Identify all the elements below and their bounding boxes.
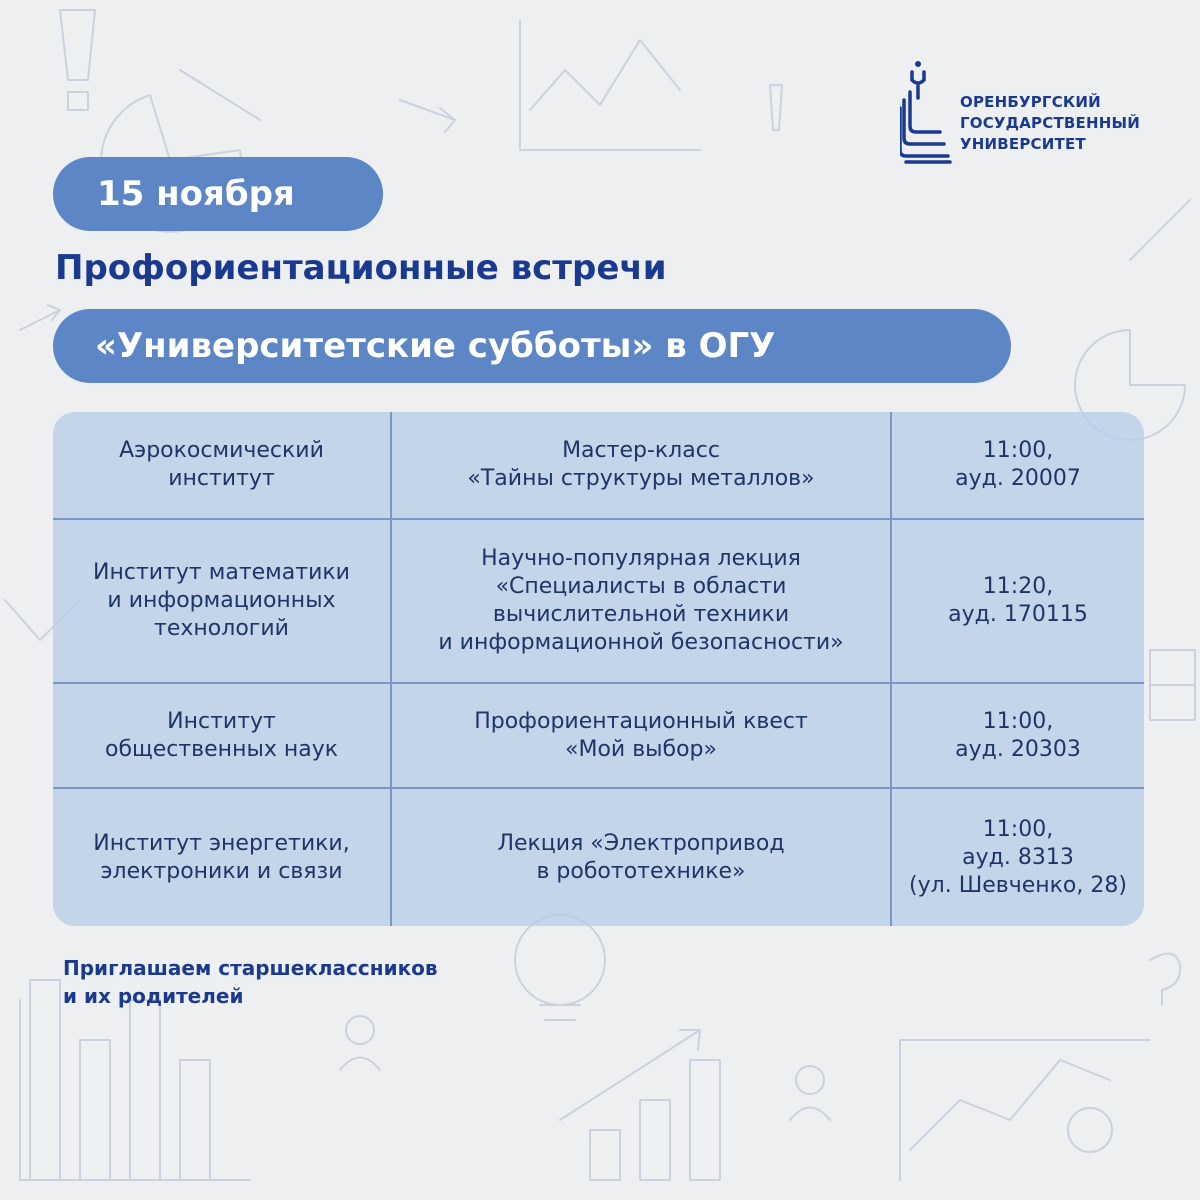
time-line: ауд. 170115 xyxy=(948,602,1088,627)
event-line: Научно-популярная лекция xyxy=(481,546,801,571)
time-line: 11:00, xyxy=(982,438,1054,463)
institute-cell xyxy=(53,789,390,926)
university-emblem-icon xyxy=(900,58,952,166)
time-line: ауд. 8313 xyxy=(962,844,1074,870)
event-cell xyxy=(390,789,890,926)
institute-line: и информационных xyxy=(107,588,336,613)
table-row xyxy=(53,789,1144,926)
institute-line: технологий xyxy=(154,616,289,641)
invitation-text xyxy=(63,954,438,1010)
page-subtitle: «Университетские субботы» в ОГУ xyxy=(53,309,1011,383)
university-name xyxy=(960,92,1170,155)
table-row xyxy=(53,684,1144,789)
time-cell xyxy=(890,684,1144,787)
event-line: Профориентационный квест xyxy=(474,708,808,734)
time-line: (ул. Шевченко, 28) xyxy=(909,872,1127,898)
institute-cell xyxy=(53,520,390,682)
event-line: и информационной безопасности» xyxy=(438,630,844,655)
university-name-line: ГОСУДАРСТВЕННЫЙ xyxy=(960,114,1140,132)
time-cell xyxy=(890,412,1144,518)
time-cell xyxy=(890,520,1144,682)
event-cell xyxy=(390,684,890,787)
time-line: 11:20, xyxy=(982,574,1054,599)
institute-line: общественных наук xyxy=(104,736,339,762)
invitation-line: Приглашаем старшеклассников xyxy=(63,956,438,980)
event-line: «Тайны структуры металлов» xyxy=(467,466,815,491)
university-logo xyxy=(900,58,1170,168)
event-line: «Специалисты в области xyxy=(495,574,787,599)
page-title: Профориентационные встречи xyxy=(55,248,667,288)
event-cell xyxy=(390,520,890,682)
event-line: Мастер-класс xyxy=(562,438,720,463)
institute-cell xyxy=(53,684,390,787)
event-line: в робототехнике» xyxy=(536,858,746,884)
institute-line: Институт xyxy=(167,708,276,734)
table-row xyxy=(53,412,1144,520)
time-line: ауд. 20007 xyxy=(955,466,1081,491)
time-cell xyxy=(890,789,1144,926)
institute-line: Аэрокосмический xyxy=(119,438,324,463)
institute-line: электроники и связи xyxy=(100,858,343,884)
university-name-line: ОРЕНБУРГСКИЙ xyxy=(960,93,1101,111)
institute-cell xyxy=(53,412,390,518)
university-name-line: УНИВЕРСИТЕТ xyxy=(960,135,1086,153)
event-line: «Мой выбор» xyxy=(565,736,717,762)
institute-line: Институт математики xyxy=(93,560,350,585)
time-line: 11:00, xyxy=(982,816,1054,842)
event-cell xyxy=(390,412,890,518)
event-line: вычислительной техники xyxy=(492,602,790,627)
time-line: 11:00, xyxy=(982,708,1054,734)
event-line: Лекция «Электропривод xyxy=(497,830,785,856)
time-line: ауд. 20303 xyxy=(955,736,1081,762)
invitation-line: и их родителей xyxy=(63,984,244,1008)
institute-line: институт xyxy=(168,466,275,491)
table-row xyxy=(53,520,1144,684)
institute-line: Институт энергетики, xyxy=(93,830,350,856)
date-badge: 15 ноября xyxy=(53,157,383,231)
schedule-table xyxy=(53,412,1144,926)
